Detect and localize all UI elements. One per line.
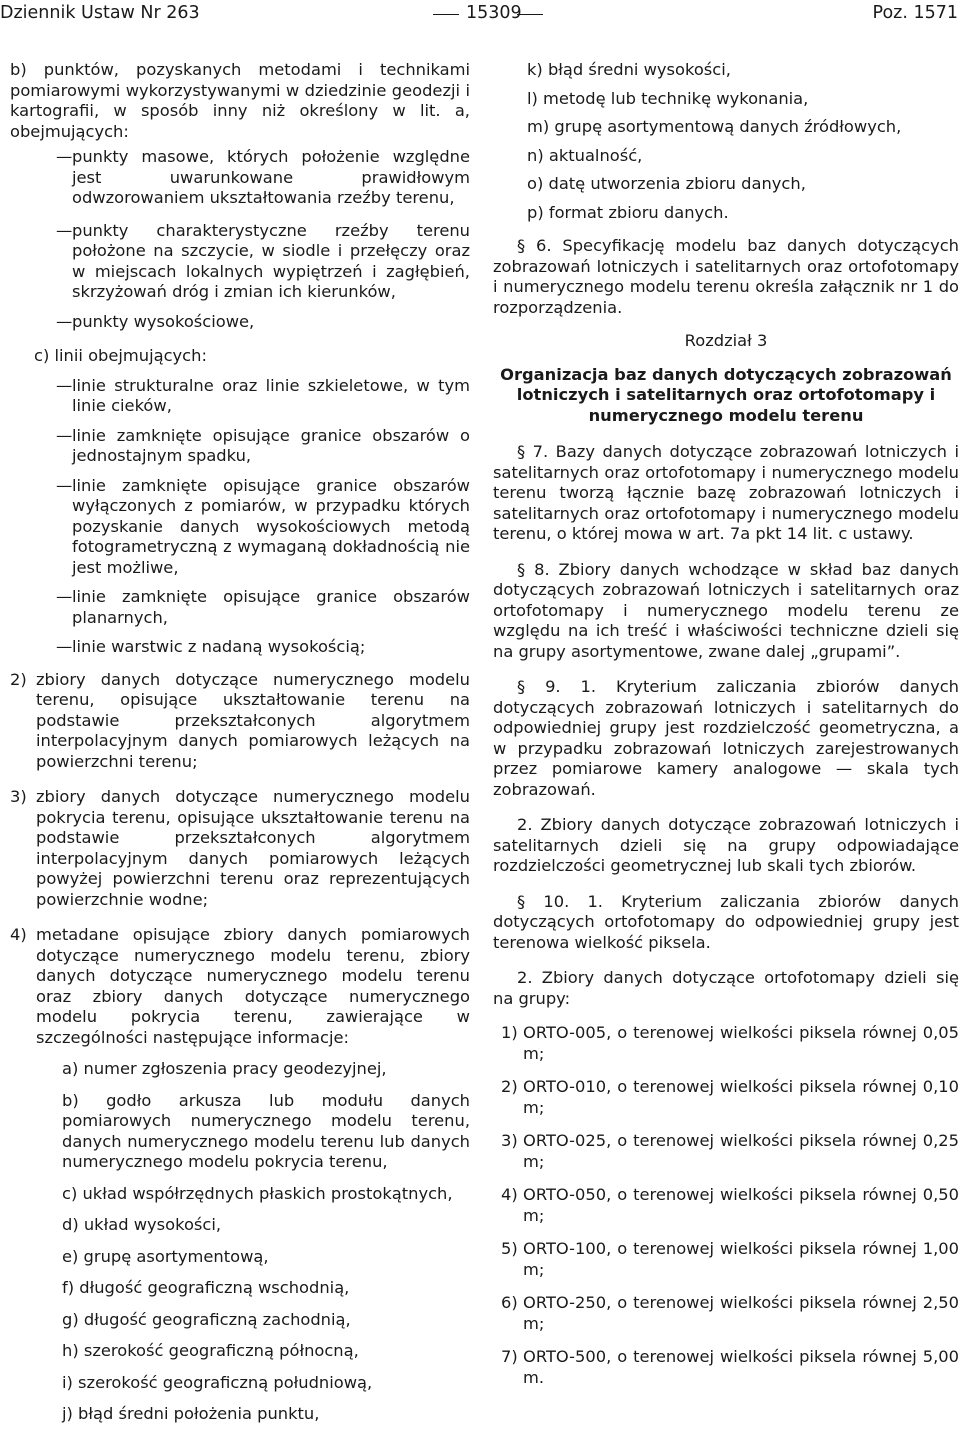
- journal-title: Dziennik Ustaw Nr 263: [0, 3, 200, 23]
- list-item: n) aktualność,: [527, 145, 643, 165]
- paragraph-10-2: 2. Zbiory danych dotyczące ortofotomapy dzieli się na grupy:: [493, 968, 959, 1008]
- paragraph-9-1: § 9. 1. Kryterium zaliczania zbiorów danych dotyczących zobrazowań lotniczych i satelitarnych do odpowiedniej grupy jest rozdzielczość geometryczna, a w przypadku zobrazowań lotniczych zarejestrowanych przez pomiarowe kamery analogowe — skala tych zobrazowań.: [493, 677, 959, 799]
- list-item: — punkty charakterystyczne rzeźby terenu położone na szczycie, w siodle i przełęczy oraz w miejscach lokalnych wypiętrzeń i zagłębień, skrzyżowań dróg i zmian ich kierunków,: [56, 220, 470, 301]
- ortho-group-item: 6) ORTO-250, o terenowej wielkości piksela równej 2,50 m;: [501, 1293, 959, 1333]
- list-item: — linie zamknięte opisujące granice obszarów wyłączonych z pomiarów, w przypadku których pozyskanie danych wysokościowych metodą fotogrametryczną z wymaganą dokładnością nie jest możliwe,: [56, 475, 470, 577]
- list-item: o) datę utworzenia zbioru danych,: [527, 174, 806, 193]
- ortho-group-item: 2) ORTO-010, o terenowej wielkości piksela równej 0,10 m;: [501, 1077, 959, 1117]
- paragraph-c: c) linii obejmujących:: [34, 346, 207, 365]
- list-item: — linie zamknięte opisujące granice obszarów o jednostajnym spadku,: [56, 425, 470, 465]
- chapter-number: Rozdział 3: [684, 331, 768, 350]
- ortho-group-item: 4) ORTO-050, o terenowej wielkości piksela równej 0,50 m;: [501, 1185, 959, 1225]
- list-item: l) metodę lub technikę wykonania,: [527, 88, 809, 108]
- list-item: — linie zamknięte opisujące granice obszarów planarnych,: [56, 587, 470, 627]
- ortho-group-item: 7) ORTO-500, o terenowej wielkości piksela równej 5,00 m.: [501, 1347, 959, 1387]
- list-item: a) numer zgłoszenia pracy geodezyjnej,: [62, 1059, 387, 1078]
- paragraph-10-1: § 10. 1. Kryterium zaliczania zbiorów danych dotyczących ortofotomapy do odpowiedniej grupy jest terenowa wielkość piksela.: [493, 891, 959, 952]
- list-item: — punkty wysokościowe,: [56, 311, 255, 331]
- page-number: 15309: [466, 3, 522, 23]
- list-item: m) grupę asortymentową danych źródłowych,: [527, 117, 902, 136]
- list-item: h) szerokość geograficzną północną,: [62, 1341, 359, 1360]
- numbered-item: 2) zbiory danych dotyczące numerycznego modelu terenu, opisujące ukształtowanie terenu na podstawie przekształconych algorytmem interpolacyjnym danych pomiarowych leżących na powierzchni terenu;: [10, 669, 470, 771]
- chapter-title: Organizacja baz danych dotyczących zobrazowań lotniczych i satelitarnych oraz ortofotomapy i numerycznego modelu terenu: [500, 364, 952, 425]
- list-item: — punkty masowe, których położenie względne jest uwarunkowane prawidłowym odwzorowaniem ukształtowania rzeźby terenu,: [56, 147, 470, 207]
- list-item: — linie warstwic z nadaną wysokością;: [56, 637, 366, 656]
- right-column: [493, 60, 959, 1388]
- paragraph-6: § 6. Specyfikację modelu baz danych dotyczących zobrazowań lotniczych i satelitarnych oraz ortofotomapy i numerycznego modelu terenu określa załącznik nr 1 do rozporządzenia.: [493, 236, 959, 317]
- ortho-group-item: 3) ORTO-025, o terenowej wielkości piksela równej 0,25 m;: [501, 1131, 959, 1171]
- paragraph-9-2: 2. Zbiory danych dotyczące zobrazowań lotniczych i satelitarnych dzieli się na grupy odpowiadające rozdzielczości geometrycznej lub skali tych zbiorów.: [493, 815, 959, 875]
- numbered-item: 3) zbiory danych dotyczące numerycznego modelu pokrycia terenu, opisujące ukształtowanie terenu na podstawie przekształconych algorytmem interpolacyjnym danych pomiarowych leżących powyżej powierzchni terenu oraz reprezentujących powierzchnie wodne;: [10, 787, 470, 909]
- list-item: d) układ wysokości,: [62, 1215, 222, 1234]
- position-number: Poz. 1571: [872, 3, 958, 23]
- list-item: j) błąd średni położenia punktu,: [62, 1404, 320, 1423]
- list-item: p) format zbioru danych.: [527, 202, 729, 222]
- numbered-item: 4) metadane opisujące zbiory danych pomiarowych dotyczące numerycznego modelu terenu, zbiory danych dotyczące numerycznego modelu terenu oraz zbiory danych dotyczące numerycznego modelu pokrycia terenu, zawierające w szczególności następujące informacje:: [10, 925, 470, 1047]
- list-item: — linie strukturalne oraz linie szkieletowe, w tym linie cieków,: [56, 375, 470, 415]
- list-item: b) godło arkusza lub modułu danych pomiarowych numerycznego modelu terenu, danych numerycznego modelu terenu lub danych numerycznego modelu pokrycia terenu,: [62, 1090, 470, 1171]
- paragraph-7: § 7. Bazy danych dotyczące zobrazowań lotniczych i satelitarnych oraz ortofotomapy i numerycznego modelu terenu tworzą łącznie bazę zobrazowań lotniczych i satelitarnych oraz ortofotomapy i numerycznego modelu terenu, o której mowa w art. 7a pkt 14 lit. c ustawy.: [493, 442, 959, 543]
- left-column: [10, 60, 470, 1425]
- paragraph-8: § 8. Zbiory danych wchodzące w skład baz danych dotyczących zobrazowań lotniczych i satelitarnych oraz ortofotomapy i numerycznego modelu terenu ze względu na ich treść i właściwości techniczne dzieli się na grupy asortymentowe, zwane dalej „grupami”.: [493, 559, 959, 661]
- list-item: c) układ współrzędnych płaskich prostokątnych,: [62, 1183, 453, 1203]
- paragraph-b: b) punktów, pozyskanych metodami i technikami pomiarowymi wykorzystywanymi w dziedzinie geodezji i kartografii, w sposób inny niż określony w lit. a, obejmujących:: [10, 60, 470, 141]
- list-item: k) błąd średni wysokości,: [527, 60, 731, 79]
- list-item: f) długość geograficzną wschodnią,: [62, 1278, 350, 1297]
- header-dash-right: [517, 14, 543, 15]
- header-dash-left: [433, 14, 459, 15]
- list-item: g) długość geograficzną zachodnią,: [62, 1309, 351, 1329]
- ortho-group-item: 1) ORTO-005, o terenowej wielkości piksela równej 0,05 m;: [501, 1023, 959, 1063]
- list-item: e) grupę asortymentową,: [62, 1246, 269, 1266]
- list-item: i) szerokość geograficzną południową,: [62, 1372, 373, 1392]
- ortho-group-item: 5) ORTO-100, o terenowej wielkości piksela równej 1,00 m;: [501, 1239, 959, 1279]
